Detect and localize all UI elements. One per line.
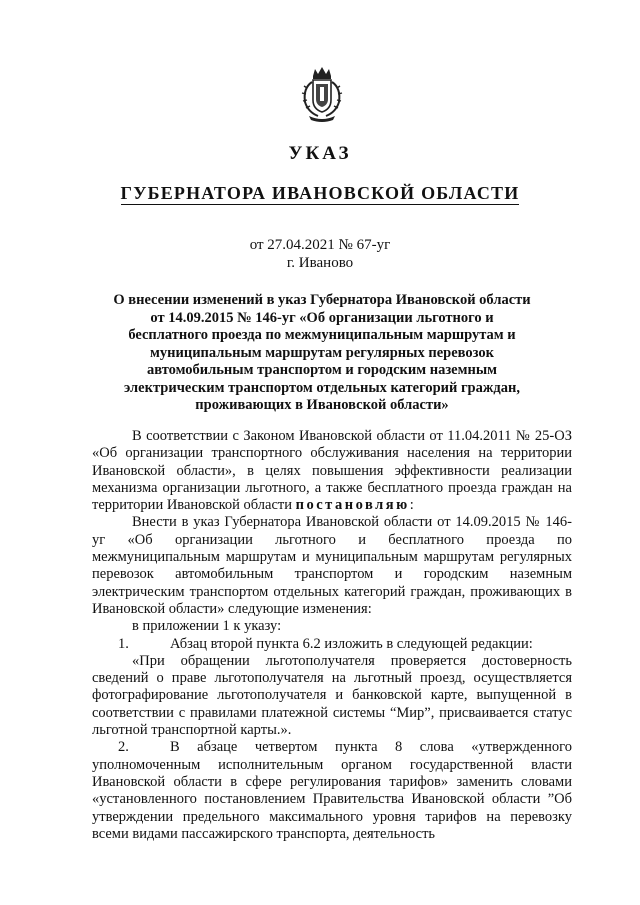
amendment-intro-paragraph: Внести в указ Губернатора Ивановской области от 14.09.2015 № 146-уг «Об организации льготного и бесплатного проезда по межмуниципальным маршрутам и муниципальным маршрутам регулярных перевозок автомобильным транспортом и городским наземным электрическим транспортом отдельных категорий граждан, проживающих в Ивановской области» следующие изменения: bbox=[92, 514, 572, 617]
decree-keyword: постановляю bbox=[295, 497, 410, 514]
doc-type-title: УКАЗ bbox=[288, 143, 352, 164]
preamble-paragraph: В соответствии с Законом Ивановской области от 11.04.2011 № 25-ОЗ «Об организации транспортного обслуживания населения на территории Ивановской области», в целях повышения эффективности реализации механизма организации льготного, а также бесплатного проезда граждан на территории Ивановской области постановляю: bbox=[92, 428, 572, 514]
issuer-title: ГУБЕРНАТОРА ИВАНОВСКОЙ ОБЛАСТИ bbox=[120, 183, 520, 203]
decree-city: г. Иваново bbox=[286, 255, 354, 271]
amendment-item-1: 1. Абзац второй пункта 6.2 изложить в следующей редакции: bbox=[118, 635, 533, 652]
decree-subject: О внесении изменений в указ Губернатора Ивановской области от 14.09.2015 № 146-уг «Об организации льготного и бесплатного проезда по межмуниципальным маршрутам и муниципальным маршрутам регулярных перевозок автомобильным транспортом и городским наземным электрическим транспортом отдельных категорий граждан, проживающих в Ивановской области» bbox=[113, 292, 531, 413]
decree-date-number: от 27.04.2021 № 67-уг bbox=[249, 237, 391, 253]
date-and-number bbox=[0, 236, 640, 272]
appendix-paragraph: в приложении 1 к указу: bbox=[132, 618, 282, 635]
coat-of-arms-icon bbox=[299, 66, 345, 122]
amendment-item-2: 2. В абзаце четвертом пункта 8 слова «утвержденного уполномоченным исполнительным органом государственной власти Ивановской области в сфере регулирования тарифов» заменить словами «установленного постановлением Правительства Ивановской области ”Об утверждении предельного максимального уровня тарифов на перевозку всеми видами пассажирского транспорта, деятельность bbox=[92, 739, 572, 842]
quoted-text-paragraph: «При обращении льготополучателя проверяется достоверность сведений о праве льготополучателя на льготный проезд, осуществляется фотографирование льготополучателя и банковской карте, выпущенной в соответствии с правилами платежной системы “Мир”, присваивается статус льготной транспортной карты.». bbox=[92, 652, 572, 739]
decree-body bbox=[92, 428, 572, 843]
